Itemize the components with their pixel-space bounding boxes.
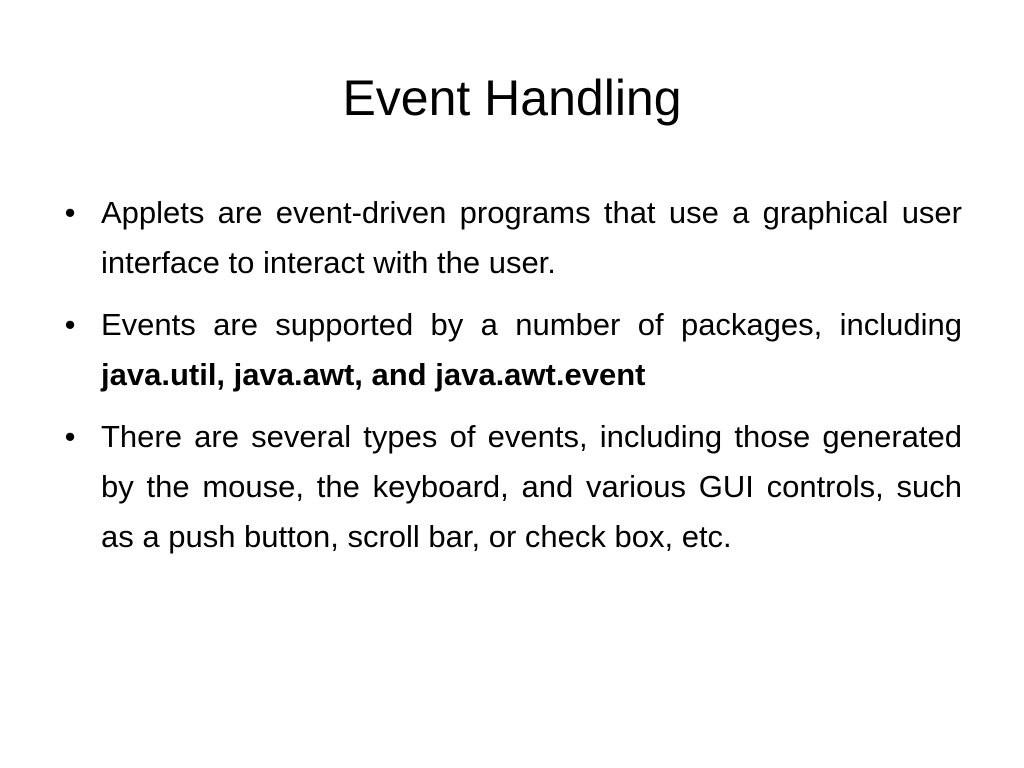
bullet-text: Applets are event-driven programs that use a graphical user interface to interact with the user. bbox=[101, 195, 962, 280]
bullet-item-applets bbox=[60, 188, 962, 288]
bullet-item-packages bbox=[60, 300, 962, 400]
bullet-list bbox=[60, 188, 962, 574]
bullet-text: Events are supported by a number of packages, including bbox=[101, 307, 962, 342]
bullet-text: There are several types of events, including those generated by the mouse, the keyboard, and various GUI controls, such as a push button, scroll bar, or check box, etc. bbox=[101, 419, 962, 554]
bullet-icon: • bbox=[64, 195, 76, 230]
bullet-item-event-types bbox=[60, 412, 962, 562]
bullet-icon: • bbox=[64, 419, 76, 454]
slide-title: Event Handling bbox=[342, 70, 682, 126]
bullet-bold-text: java.util, java.awt, and java.awt.event bbox=[101, 357, 646, 392]
bullet-icon: • bbox=[64, 307, 76, 342]
